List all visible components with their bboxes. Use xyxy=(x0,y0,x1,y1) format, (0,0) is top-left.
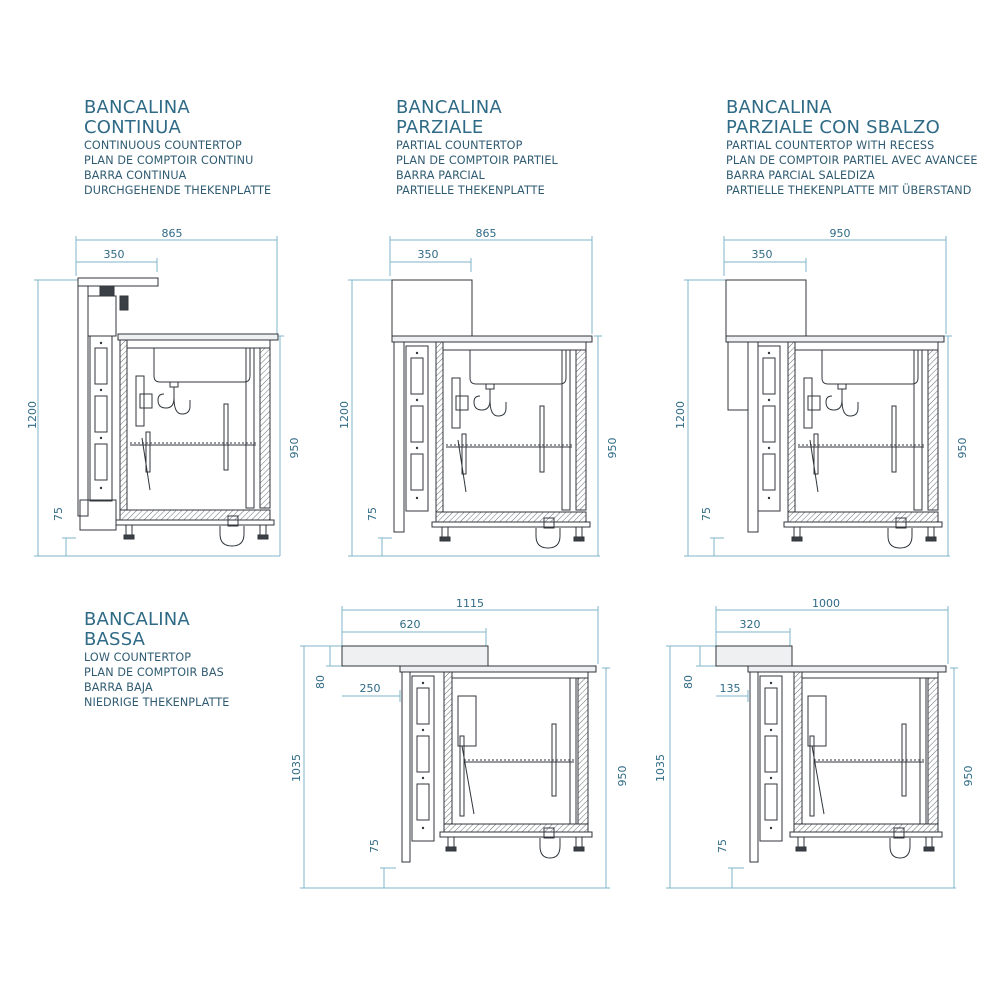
dim-body: 950 xyxy=(962,765,975,787)
dim-body: 950 xyxy=(606,437,619,459)
dim-width: 865 xyxy=(161,227,183,240)
subtitle-fr: PLAN DE COMPTOIR PARTIEL AVEC AVANCEE xyxy=(726,154,978,167)
dim-width: 1115 xyxy=(456,597,484,610)
dim-top: 350 xyxy=(417,248,439,261)
dim-width: 1000 xyxy=(812,597,840,610)
dim-top: 620 xyxy=(399,618,421,631)
title-line1: BANCALINA xyxy=(726,97,832,118)
dim-thickness: 80 xyxy=(682,675,695,689)
subtitle-de: DURCHGEHENDE THEKENPLATTE xyxy=(84,184,272,197)
title-line1: BANCALINA xyxy=(396,97,502,118)
dim-top: 350 xyxy=(103,248,125,261)
dim-plinth: 75 xyxy=(366,507,379,521)
drawing-parziale xyxy=(338,227,619,556)
dim-height: 1200 xyxy=(26,401,39,429)
subtitle-en: LOW COUNTERTOP xyxy=(84,651,192,664)
subtitle-fr: PLAN DE COMPTOIR BAS xyxy=(84,666,224,679)
drawing-bassa-1115 xyxy=(290,597,629,888)
dim-height: 1200 xyxy=(338,401,351,429)
drawing-sbalzo xyxy=(674,227,969,556)
subtitle-en: PARTIAL COUNTERTOP WITH RECESS xyxy=(726,139,935,152)
title-line2: CONTINUA xyxy=(84,117,182,138)
dim-plinth: 75 xyxy=(368,839,381,853)
subtitle-es: BARRA PARCIAL xyxy=(396,169,485,182)
dim-height: 1035 xyxy=(290,754,303,782)
dim-height: 1200 xyxy=(674,401,687,429)
dim-body: 950 xyxy=(288,437,301,459)
subtitle-de: PARTIELLE THEKENPLATTE MIT ÜBERSTAND xyxy=(726,184,972,197)
dim-top: 320 xyxy=(739,618,761,631)
drawing-bassa-1000 xyxy=(654,597,975,888)
subtitle-de: PARTIELLE THEKENPLATTE xyxy=(396,184,545,197)
subtitle-en: CONTINUOUS COUNTERTOP xyxy=(84,139,242,152)
title-line2: PARZIALE xyxy=(396,117,484,138)
dim-plinth: 75 xyxy=(716,839,729,853)
subtitle-es: BARRA BAJA xyxy=(84,681,153,694)
title-line2: BASSA xyxy=(84,629,146,650)
dim-plinth: 75 xyxy=(700,507,713,521)
dim-width: 865 xyxy=(475,227,497,240)
subtitle-fr: PLAN DE COMPTOIR PARTIEL xyxy=(396,154,558,167)
subtitle-es: BARRA PARCIAL SALEDIZA xyxy=(726,169,875,182)
title-line1: BANCALINA xyxy=(84,609,190,630)
dim-plinth: 75 xyxy=(52,507,65,521)
title-line1: BANCALINA xyxy=(84,97,190,118)
dim-height: 1035 xyxy=(654,754,667,782)
drawing-continua xyxy=(26,227,301,556)
dim-thickness: 80 xyxy=(314,675,327,689)
dim-overhang: 250 xyxy=(359,682,381,695)
dim-width: 950 xyxy=(829,227,851,240)
dim-body: 950 xyxy=(616,765,629,787)
subtitle-es: BARRA CONTINUA xyxy=(84,169,187,182)
dim-top: 350 xyxy=(751,248,773,261)
dim-body: 950 xyxy=(956,437,969,459)
title-line2: PARZIALE CON SBALZO xyxy=(726,117,940,138)
subtitle-en: PARTIAL COUNTERTOP xyxy=(396,139,523,152)
subtitle-fr: PLAN DE COMPTOIR CONTINU xyxy=(84,154,254,167)
subtitle-de: NIEDRIGE THEKENPLATTE xyxy=(84,696,230,709)
dim-overhang: 135 xyxy=(719,682,741,695)
